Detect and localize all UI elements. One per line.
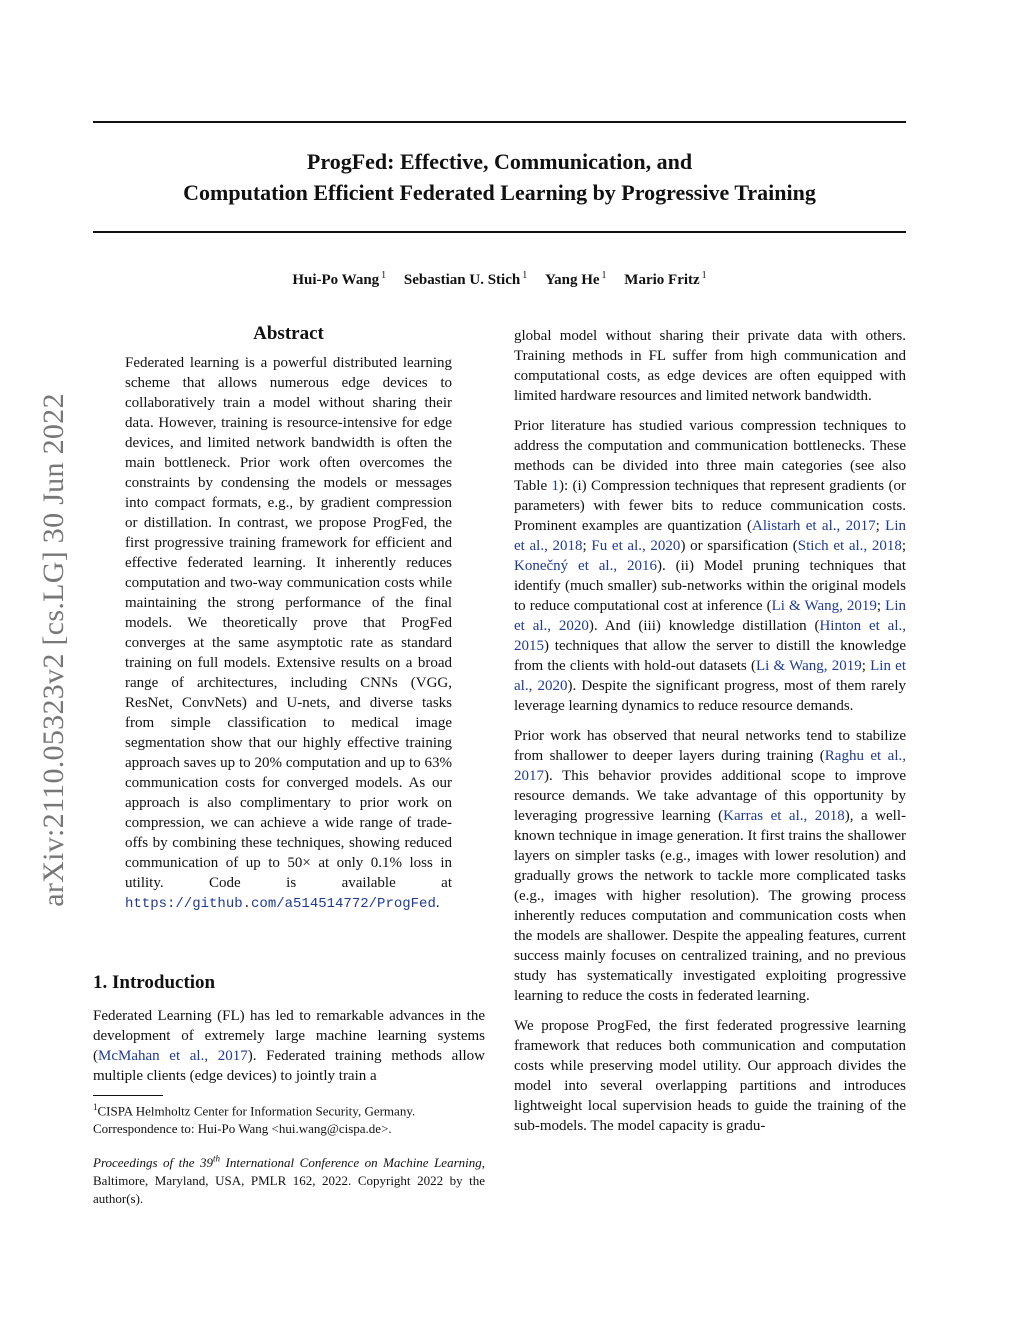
abstract (125, 353, 452, 924)
author-name: Yang He (544, 272, 600, 288)
author-list (93, 266, 906, 290)
author-name: Mario Fritz (624, 272, 700, 288)
text-run: ; (875, 518, 886, 534)
citation-link[interactable]: Stich et al., 2018 (797, 538, 902, 554)
paragraph: We propose ProgFed, the first federated progressive learning framework that reduces both communication and computation costs while preserving model utility. Our approach divides the model into several overlapping partitions and introduces lightweight local supervision heads to guide the training of the sub-models. The model capacity is gradu- (514, 1018, 906, 1134)
text-run: ). And (iii) knowledge distillation ( (588, 618, 820, 634)
paragraph: global model without sharing their private data with others. Training methods in FL suffer from high communication and computational costs, as edge devices are often equipped with limited hardware resources and limited network bandwidth. (514, 328, 906, 404)
author (624, 272, 706, 288)
paragraph (514, 416, 906, 716)
text-run: ) techniques that allow the server to distill the knowledge from the clients with hold-out datasets ( (514, 638, 906, 674)
text-run: ), a well-known technique in image generation. It first trains the shallower layers on simpler tasks (e.g., images with lower resolution) and gradually grows the network to tackle more complicated tasks (e.g., images with higher resolution). The growing process inherently reduces computation and communication costs when the models are shallower. Despite the appealing features, current success mainly focuses on centralized training, and no previous study has systematically investigated exploiting progressive learning to reduce the costs in federated learning. (514, 808, 906, 1004)
paper-title-line-1: ProgFed: Effective, Communication, and (306, 149, 693, 174)
code-link[interactable]: https://github.com/a514514772/ProgFed (125, 896, 436, 912)
citation-link[interactable]: McMahan et al., 2017 (98, 1048, 248, 1064)
arxiv-stamp: arXiv:2110.05323v2 [cs.LG] 30 Jun 2022 (37, 393, 70, 907)
text-run: Proceedings of the 39 (93, 1155, 214, 1171)
text-run: International Conference on Machine Learning (220, 1155, 482, 1171)
text-run: , Baltimore, Maryland, USA, PMLR 162, 2022. Copyright 2022 by the author(s). (93, 1155, 485, 1207)
section-heading-introduction: 1. Introduction (93, 972, 216, 993)
title-bottom-rule (93, 231, 906, 233)
citation-link[interactable]: Lin et al., 2018 (514, 518, 906, 554)
proceedings-note (93, 1150, 485, 1208)
citation-link[interactable]: Li & Wang, 2019 (771, 598, 877, 614)
citation-link[interactable]: Fu et al., 2020 (591, 538, 681, 554)
author-affiliation-mark: 1 (601, 270, 607, 281)
text-run: ; (582, 538, 592, 554)
paper-title (93, 146, 906, 208)
text-run: ). This behavior provides additional scope to improve resource demands. We take advantage of this opportunity by leveraging progressive learning ( (514, 768, 906, 824)
text-run: ; (901, 538, 907, 554)
author-name: Sebastian U. Stich (403, 272, 521, 288)
text-run: ; (861, 658, 871, 674)
text-run: Federated Learning (FL) has led to remarkable advances in the development of extremely large machine learning systems ( (93, 1008, 485, 1064)
citation-link[interactable]: Lin et al., 2020 (514, 658, 906, 694)
author-affiliation-mark: 1 (701, 270, 707, 281)
author-affiliation-mark: 1 (381, 270, 387, 281)
text-run: ). Despite the significant progress, most of them rarely leverage learning dynamics to reduce resource demands. (514, 678, 906, 714)
superscript: th (213, 1154, 221, 1164)
author (545, 272, 607, 288)
text-run: ; (876, 598, 886, 614)
abstract-period: . (435, 895, 440, 911)
footnote-text: CISPA Helmholtz Center for Information Security, Germany. Correspondence to: Hui-Po Wang <hui.wang@cispa.de>. (93, 1103, 416, 1137)
text-run: ): (i) Compression techniques that represent gradients (or parameters) with fewer bits to reduce communication costs. Prominent examples are quantization ( (514, 478, 906, 534)
text-run: ). (ii) Model pruning techniques that identify (much smaller) sub-networks within the original models to reduce computational cost at inference ( (514, 558, 906, 614)
abstract-text (125, 353, 452, 914)
citation-link[interactable]: Hinton et al., 2015 (514, 618, 906, 654)
citation-link[interactable]: Lin et al., 2020 (514, 598, 907, 634)
proceedings-venue (93, 1155, 482, 1170)
text-run: ). Federated training methods allow multiple clients (edge devices) to jointly train a (93, 1048, 485, 1084)
right-column (514, 326, 906, 1146)
footnote-mark: 1 (93, 1102, 98, 1112)
paragraph (93, 1006, 485, 1086)
title-top-rule (93, 121, 906, 123)
citation-link[interactable]: Raghu et al., 2017 (514, 748, 906, 784)
author (404, 272, 527, 288)
author-name: Hui-Po Wang (292, 272, 380, 288)
citation-link[interactable]: Li & Wang, 2019 (755, 658, 862, 674)
introduction-column (93, 1006, 485, 1096)
text-run: Prior work has observed that neural networks tend to stabilize from shallower to deeper layers during training ( (514, 728, 906, 764)
author (292, 272, 386, 288)
citation-link[interactable]: Konečný et al., 2016 (514, 558, 657, 574)
citation-link[interactable]: Karras et al., 2018 (723, 808, 845, 824)
citation-link[interactable]: Alistarh et al., 2017 (752, 518, 876, 534)
affiliation-footnote (93, 1098, 485, 1138)
author-affiliation-mark: 1 (522, 270, 528, 281)
abstract-body: Federated learning is a powerful distributed learning scheme that allows numerous edge devices to collaboratively train a model without sharing their data. However, training is resource-intensive for edge devices, and limited network bandwidth is often the main bottleneck. Prior work often overcomes the constraints by condensing the models or messages into compact formats, e.g., by gradient compression or distillation. In contrast, we propose ProgFed, the first progressive training framework for efficient and effective federated learning. It inherently reduces computation and two-way communication costs while maintaining the strong performance of the final models. We theoretically prove that ProgFed converges at the same asymptotic rate as standard training on full models. Extensive results on a broad range of architectures, including CNNs (VGG, ResNet, ConvNets) and U-nets, and diverse tasks from simple classification to medical image segmentation show that our highly effective training approach saves up to 20% computation and up to 63% communication costs for converged models. As our approach is also complimentary to prior work on compression, we can achieve a wide range of trade-offs by combining these techniques, showing reduced communication of up to 50× at only 0.1% loss in utility. Code is available at (125, 355, 452, 891)
paragraph (514, 726, 906, 1006)
footnote-rule (93, 1095, 163, 1096)
table-reference-link[interactable]: 1 (551, 478, 559, 494)
abstract-heading: Abstract (253, 323, 324, 344)
text-run: Prior literature has studied various compression techniques to address the computation and communication bottlenecks. These methods can be divided into three main categories (see also Table (514, 418, 906, 494)
text-run: ) or sparsification ( (680, 538, 798, 554)
paper-title-line-2: Computation Efficient Federated Learning by Progressive Training (183, 180, 816, 205)
